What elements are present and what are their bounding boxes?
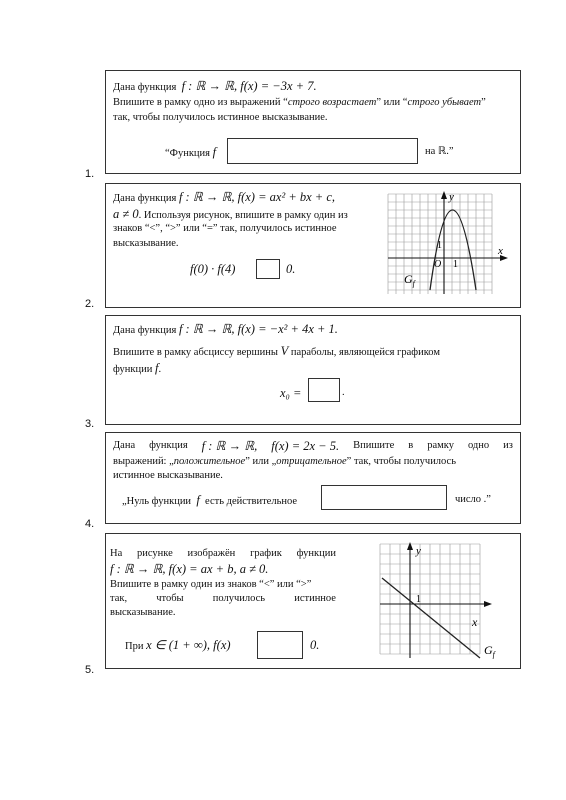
task-4-answer-box[interactable]: [321, 485, 447, 510]
task-3-statement-left: x₀ =: [280, 386, 302, 400]
task-2-parabola-graph: [386, 190, 512, 298]
task-3-line-3: функции f.: [113, 361, 162, 375]
task-number: 5.: [85, 664, 95, 676]
task-2-line-3: знаков “<”, “>” или “=” так, получилось истинное: [113, 223, 337, 234]
task-number: 4.: [85, 518, 95, 530]
task-5-line-5: высказывание.: [110, 607, 176, 618]
task-5-answer-box[interactable]: [257, 631, 303, 659]
task-number: 1.: [85, 168, 95, 180]
y-axis-arrow: [407, 542, 413, 550]
graph-grid: [380, 544, 480, 654]
task-3-statement-right: .: [342, 387, 345, 398]
task-4-line-1: Дана функция f : ℝ → ℝ, f(x) = 2x − 5. Впишите в рамку одно из: [113, 439, 513, 453]
task-2-statement-right: 0.: [286, 262, 296, 276]
task-1-line-1: Дана функция f : ℝ → ℝ, f(x) = −3x + 7.: [113, 79, 317, 93]
task-1-statement-prefix: “Функция f: [165, 145, 217, 159]
y-axis-label: y: [416, 545, 421, 557]
task-2-line-2: a ≠ 0. Используя рисунок, впишите в рамку один из: [113, 207, 348, 221]
task-5-line-4: так, чтобы получилось истинное: [110, 593, 336, 604]
task-3-line-1: Дана функция f : ℝ → ℝ, f(x) = −x² + 4x + 1.: [113, 322, 338, 336]
task-1-statement-suffix: на ℝ.”: [425, 146, 454, 157]
x-unit-label: 1: [453, 259, 458, 270]
y-axis-label: y: [449, 191, 454, 203]
task-4-statement-a: „Нуль функции f есть действительное: [122, 493, 298, 507]
task-5-statement-left: При x ∈ (1 + ∞), f(x): [125, 638, 231, 652]
task-2-statement-left: f(0) · f(4): [190, 262, 236, 276]
task-1-line-3: так, чтобы получилось истинное высказывание.: [113, 112, 328, 123]
graph-label: $G_f$: [404, 272, 415, 288]
task-4-statement-c: число .”: [455, 494, 491, 505]
task-2-line-4: высказывание.: [113, 238, 179, 249]
linear-function-line: [382, 578, 480, 658]
y-axis-arrow: [441, 191, 447, 199]
task-1-answer-box[interactable]: [227, 138, 418, 164]
task-3-line-2: Впишите в рамку абсциссу вершины V параболы, являющейся графиком: [113, 344, 440, 358]
task-5-statement-right: 0.: [310, 638, 320, 652]
task-1-line-2: Впишите в рамку одно из выражений “строго возрастает” или “строго убывает”: [113, 97, 486, 108]
task-number: 2.: [85, 298, 95, 310]
task-2-answer-box[interactable]: [256, 259, 280, 279]
task-5-linear-graph: [376, 540, 504, 664]
task-4-line-3: истинное высказывание.: [113, 470, 223, 481]
x-axis-label: x: [472, 615, 478, 629]
task-2-line-1: Дана функция f : ℝ → ℝ, f(x) = ax² + bx + c,: [113, 190, 336, 204]
unit-label: 1: [416, 594, 421, 605]
task-5-line-3: Впишите в рамку один из знаков “<” или “>”: [110, 579, 312, 590]
task-number: 3.: [85, 418, 95, 430]
x-axis-arrow: [484, 601, 492, 607]
graph-label: $G_f$: [484, 643, 495, 659]
task-5-line-2: f : ℝ → ℝ, f(x) = ax + b, a ≠ 0.: [110, 562, 269, 576]
x-axis-label: x: [498, 245, 503, 257]
y-unit-label: 1: [437, 240, 442, 251]
task-3-answer-box[interactable]: [308, 378, 340, 402]
task-4-line-2: выражений: „положительное” или „отрицательное” так, чтобы получилось: [113, 456, 457, 467]
task-5-line-1: На рисунке изображён график функции: [110, 548, 336, 559]
origin-label: O: [434, 259, 442, 270]
